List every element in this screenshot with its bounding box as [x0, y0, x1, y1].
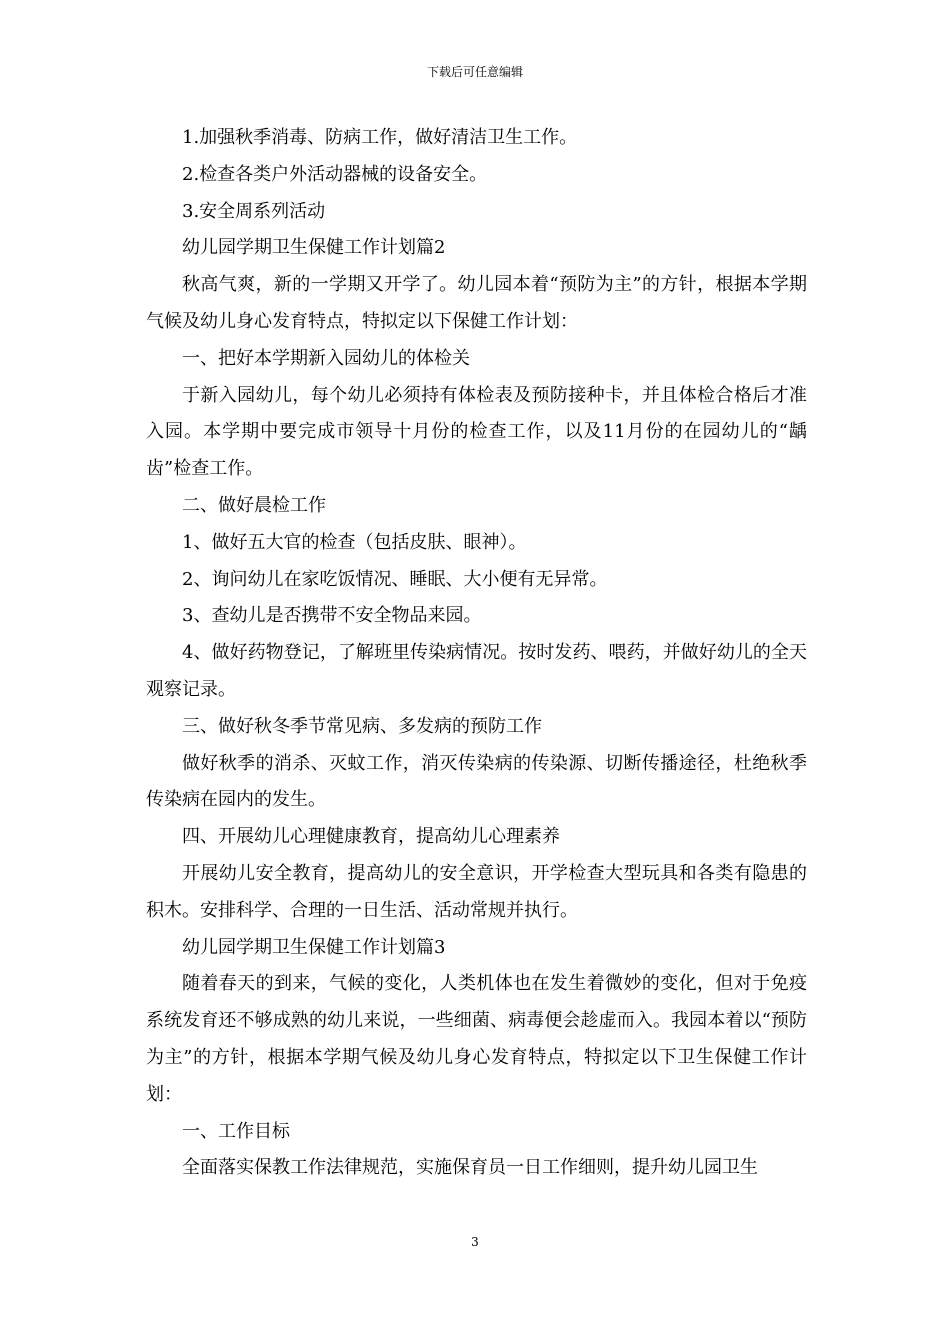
list-item: 2、询问幼儿在家吃饭情况、睡眠、大小便有无异常。 — [182, 568, 608, 590]
paragraph: 做好秋季的消杀、灭蚊工作，消灭传染病的传染源、切断传播途径，杜绝秋季传染病在园内的发生。 — [146, 752, 807, 811]
section-heading: 三、做好秋冬季节常见病、多发病的预防工作 — [182, 715, 542, 737]
list-item: 1、做好五大官的检查（包括皮肤、眼神）。 — [182, 531, 527, 553]
section-heading: 四、开展幼儿心理健康教育，提高幼儿心理素养 — [182, 826, 560, 848]
list-item: 4、做好药物登记，了解班里传染病情况。按时发药、喂药，并做好幼儿的全天观察记录。 — [146, 642, 807, 700]
paragraph: 2.检查各类户外活动器械的设备安全。 — [182, 163, 488, 185]
list-item: 3、查幼儿是否携带不安全物品来园。 — [182, 605, 482, 627]
paragraph: 3.安全周系列活动 — [182, 200, 326, 222]
section-heading: 一、工作目标 — [182, 1120, 290, 1142]
paragraph: 1.加强秋季消毒、防病工作，做好清洁卫生工作。 — [182, 127, 578, 148]
section-heading: 一、把好本学期新入园幼儿的体检关 — [182, 347, 470, 369]
header-note: 下载后可任意编辑 — [426, 65, 523, 79]
paragraph: 随着春天的到来，气候的变化，人类机体也在发生着微妙的变化，但对于免疫系统发育还不够成熟的幼儿来说，一些细菌、病毒便会趁虚而入。我园本着以“预防为主”的方针，根据本学期气候及幼儿身心发育特点，特拟定以下卫生保健工作计划： — [146, 973, 807, 1105]
section-title: 幼儿园学期卫生保健工作计划篇3 — [182, 936, 446, 958]
section-title: 幼儿园学期卫生保健工作计划篇2 — [182, 237, 446, 259]
paragraph: 全面落实保教工作法律规范，实施保育员一日工作细则，提升幼儿园卫生 — [182, 1157, 758, 1179]
paragraph: 开展幼儿安全教育，提高幼儿的安全意识，开学检查大型玩具和各类有隐患的积木。安排科学、合理的一日生活、活动常规并执行。 — [146, 862, 807, 921]
page-number: 3 — [471, 1235, 479, 1249]
section-heading: 二、做好晨检工作 — [182, 494, 326, 516]
document-body — [146, 120, 807, 1187]
paragraph: 于新入园幼儿，每个幼儿必须持有体检表及预防接种卡，并且体检合格后才准入园。本学期中要完成市领导十月份的检查工作，以及11月份的在园幼儿的“龋齿”检查工作。 — [146, 384, 807, 480]
paragraph: 秋高气爽，新的一学期又开学了。幼儿园本着“预防为主”的方针，根据本学期气候及幼儿身心发育特点，特拟定以下保健工作计划： — [146, 274, 807, 332]
